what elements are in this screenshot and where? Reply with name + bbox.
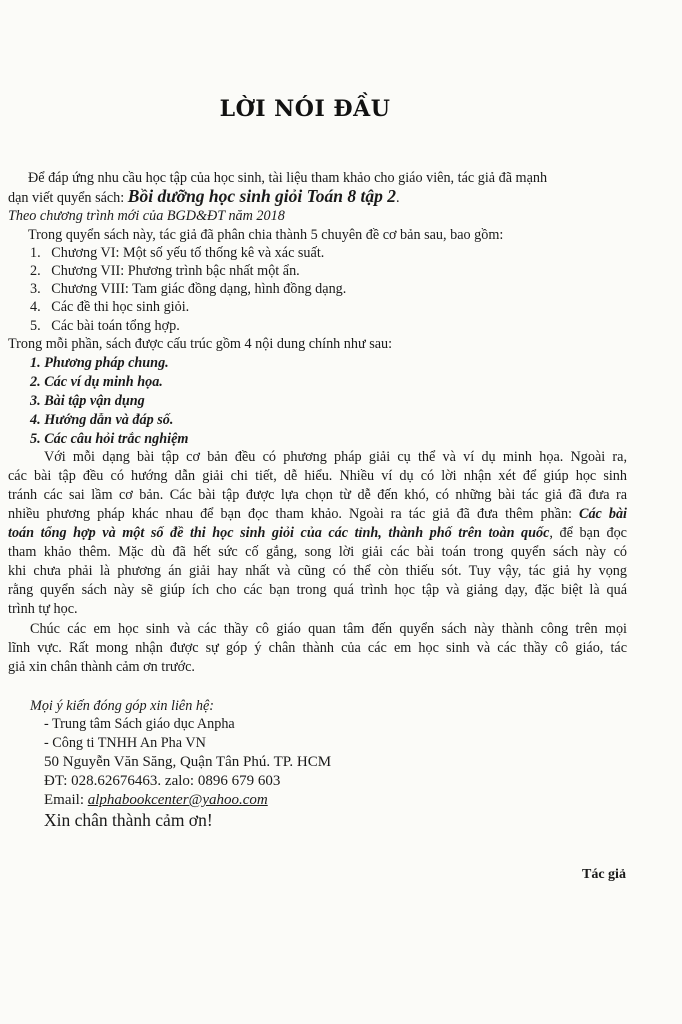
chapter-num: 4. [30, 299, 41, 315]
chapter-num: 1. [30, 245, 41, 261]
email-label: Email: [44, 792, 88, 808]
intro-line-2-suffix: . [395, 190, 400, 206]
body-line: rằng quyển sách này sẽ giúp ích cho các bạn trong quá trình học tập và giảng dạy, đặc biệt là quá [8, 582, 627, 598]
body-line [8, 524, 627, 542]
chapter-item [30, 244, 324, 262]
chapter-text: Chương VIII: Tam giác đồng dạng, hình đồng dạng. [51, 281, 347, 297]
chapters-lead: Trong quyển sách này, tác giả đã phân chia thành 5 chuyên đề cơ bản sau, bao gồm: [28, 227, 504, 243]
chapter-text: Chương VI: Một số yếu tố thống kê và xác suất. [51, 245, 325, 261]
chapter-num: 3. [30, 281, 41, 297]
contact-phone: ĐT: 028.62676463. zalo: 0896 679 603 [44, 773, 281, 789]
signature: Tác giả [582, 867, 626, 882]
body-line: Với mỗi dạng bài tập cơ bản đều có phương pháp giải cụ thể và ví dụ minh họa. Ngoài ra, [44, 449, 627, 465]
chapter-num: 5. [30, 318, 41, 334]
structure-item: 3. Bài tập vận dụng [30, 393, 145, 409]
chapter-item [30, 298, 189, 316]
body-line: khi chưa phải là phương án giải hay nhất và cũng có thể còn thiếu sót. Tuy vậy, tác giả hy vọng [8, 563, 627, 579]
structure-item: 5. Các câu hỏi trắc nghiệm [30, 431, 189, 447]
chapter-text: Chương VII: Phương trình bậc nhất một ẩn. [51, 263, 300, 279]
contact-email-line [44, 791, 268, 809]
intro-line-2 [8, 187, 400, 207]
structure-item: 1. Phương pháp chung. [30, 355, 169, 371]
body-line [8, 505, 627, 523]
body-line: tránh các sai lầm cơ bản. Các bài tập được lựa chọn từ dễ đến khó, có những bài tác giả đã đưa ra [8, 487, 627, 503]
body-emphasis: Các bài [579, 506, 627, 522]
contact-org: - Trung tâm Sách giáo dục Anpha [44, 716, 235, 732]
chapter-item [30, 280, 346, 298]
book-title: Bồi dưỡng học sinh giỏi Toán 8 tập 2 [127, 186, 396, 206]
contact-org: - Công ti TNHH An Pha VN [44, 735, 206, 751]
thanks-line: lĩnh vực. Rất mong nhận được sự góp ý chân thành của các em học sinh và các thầy cô giáo, tác [8, 640, 627, 656]
body-line: trình tự học. [8, 601, 78, 617]
thanks-line: Chúc các em học sinh và các thầy cô giáo quan tâm đến quyển sách này thành công trên mọi [30, 621, 627, 637]
thanks-line: giả xin chân thành cảm ơn trước. [8, 659, 195, 675]
chapter-num: 2. [30, 263, 41, 279]
chapter-text: Các bài toán tổng hợp. [51, 318, 180, 334]
intro-line-1: Để đáp ứng nhu cầu học tập của học sinh, tài liệu tham khảo cho giáo viên, tác giả đã mạnh [28, 170, 548, 186]
contact-address: 50 Nguyễn Văn Săng, Quận Tân Phú. TP. HCM [44, 754, 332, 770]
body-emphasis: toán tổng hợp và một số đề thi học sinh giỏi của các tỉnh, thành phố trên toàn quốc [8, 525, 550, 541]
email-link[interactable]: alphabookcenter@yahoo.com [87, 792, 268, 808]
curriculum-note: Theo chương trình mới của BGD&ĐT năm 2018 [8, 208, 285, 224]
structure-item: 2. Các ví dụ minh họa. [30, 374, 163, 390]
chapter-text: Các đề thi học sinh giỏi. [51, 299, 190, 315]
body-line: tham khảo thêm. Mặc dù đã hết sức cố gắng, song lời giải các bài toán trong quyển sách này có [8, 544, 627, 560]
page-title: LỜI NÓI ĐẦU [219, 96, 391, 122]
closing-thanks: Xin chân thành cảm ơn! [44, 810, 213, 830]
chapter-item [30, 317, 180, 335]
structure-lead: Trong mỗi phần, sách được cấu trúc gồm 4 nội dung chính như sau: [8, 336, 393, 352]
body-text: nhiều phương pháp khác nhau để bạn đọc tham khảo. Ngoài ra tác giả đã đưa thêm phần: [8, 506, 579, 522]
contact-lead: Mọi ý kiến đóng góp xin liên hệ: [30, 698, 214, 714]
intro-line-2-prefix: dạn viết quyển sách: [8, 190, 128, 206]
structure-item: 4. Hướng dẫn và đáp số. [30, 412, 174, 428]
body-line: các bài tập đều có hướng dẫn giải chi tiết, dễ hiểu. Nhiều ví dụ có lời nhận xét để giúp học sinh [8, 468, 627, 484]
chapter-item [30, 262, 300, 280]
body-text: , để bạn đọc [549, 525, 627, 541]
